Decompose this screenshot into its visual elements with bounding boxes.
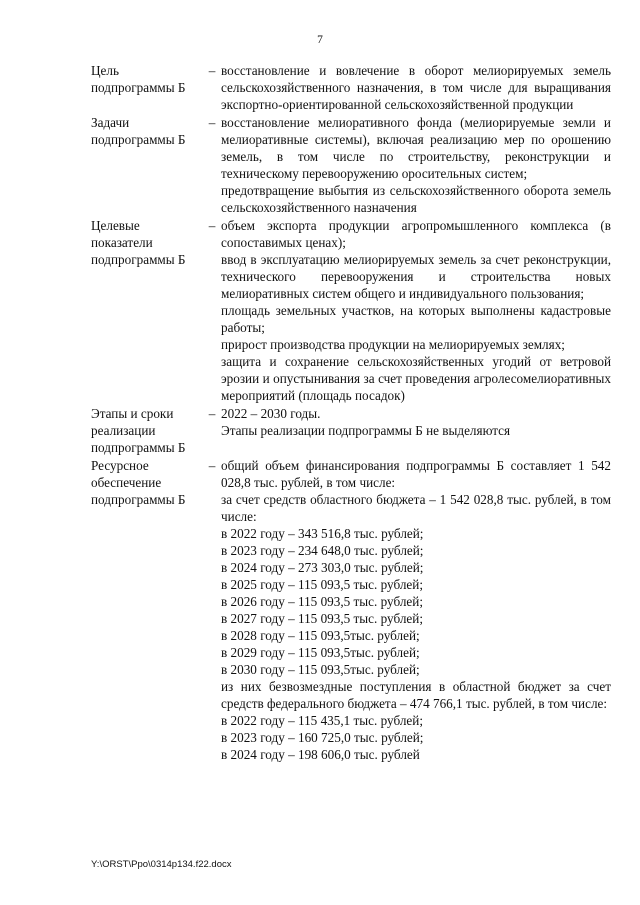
row-tasks xyxy=(91,114,611,217)
row-label: Цель подпрограммы Б xyxy=(91,63,186,95)
row-value: общий объем финансирования подпрограммы Б составляет 1 542 028,8 тыс. рублей, в том числе: за счет средств областного бюджета – 1 542 028,8 тыс. рублей, в том числе: в 2022 году – 343 516,8 тыс. рублей; в 2023 году – 234 648,0 тыс. рублей; в 2024 году – 273 303,0 тыс. рублей; в 2025 году – 115 093,5 тыс. рублей; в 2026 году – 115 093,5 тыс. рублей; в 2027 году – 115 093,5 тыс. рублей; в 2028 году – 115 093,5тыс. рублей; в 2029 году – 115 093,5тыс. рублей; в 2030 году – 115 093,5тыс. рублей; из них безвозмездные поступления в областной бюджет за счет средств федерального бюджета – 474 766,1 тыс. рублей, в том числе: в 2022 году – 115 435,1 тыс. рублей; в 2023 году – 160 725,0 тыс. рублей; в 2024 году – 198 606,0 тыс. рублей xyxy=(221,458,611,762)
row-label: Этапы и сроки реализации подпрограммы Б xyxy=(91,406,186,455)
row-value: восстановление и вовлечение в оборот мелиорируемых земель сельскохозяйственного назначения, в том числе для выращивания экспортно-ориентированной сельскохозяйственной продукции xyxy=(221,63,611,112)
dash: – xyxy=(208,458,216,473)
row-goal xyxy=(91,62,611,114)
row-value: 2022 – 2030 годы. Этапы реализации подпрограммы Б не выделяются xyxy=(221,406,511,438)
file-path-footer: Y:\ORST\Ppo\0314p134.f22.docx xyxy=(91,859,232,870)
dash: – xyxy=(208,218,216,233)
row-value: восстановление мелиоративного фонда (мелиорируемые земли и мелиоративные системы), включая реализацию мер по орошению земель, в том числе по строительству, реконструкции и техническому перевооружению оросительных систем; предотвращение выбытия из сельскохозяйственного оборота земель сельскохозяйственного назначения xyxy=(221,115,611,215)
passport-content xyxy=(91,62,611,764)
dash: – xyxy=(208,115,216,130)
row-stages-terms xyxy=(91,405,611,457)
row-value: объем экспорта продукции агропромышленного комплекса (в сопоставимых ценах); ввод в эксплуатацию мелиорируемых земель за счет реконструкции, технического перевооружения и строительства новых мелиоративных систем общего и индивидуального пользования; площадь земельных участков, на которых выполнены кадастровые работы; прирост производства продукции на мелиорируемых землях; защита и сохранение сельскохозяйственных угодий от ветровой эрозии и опустынивания за счет проведения агролесомелиоративных мероприятий (площадь посадок) xyxy=(221,218,611,403)
row-label: Ресурсное обеспечение подпрограммы Б xyxy=(91,458,186,507)
page-number: 7 xyxy=(317,34,323,46)
row-resource-support xyxy=(91,457,611,764)
subprogram-passport-table xyxy=(91,62,611,764)
dash: – xyxy=(208,406,216,421)
row-target-indicators xyxy=(91,217,611,405)
row-label: Целевые показатели подпрограммы Б xyxy=(91,218,186,267)
dash: – xyxy=(208,63,216,78)
row-label: Задачи подпрограммы Б xyxy=(91,115,186,147)
